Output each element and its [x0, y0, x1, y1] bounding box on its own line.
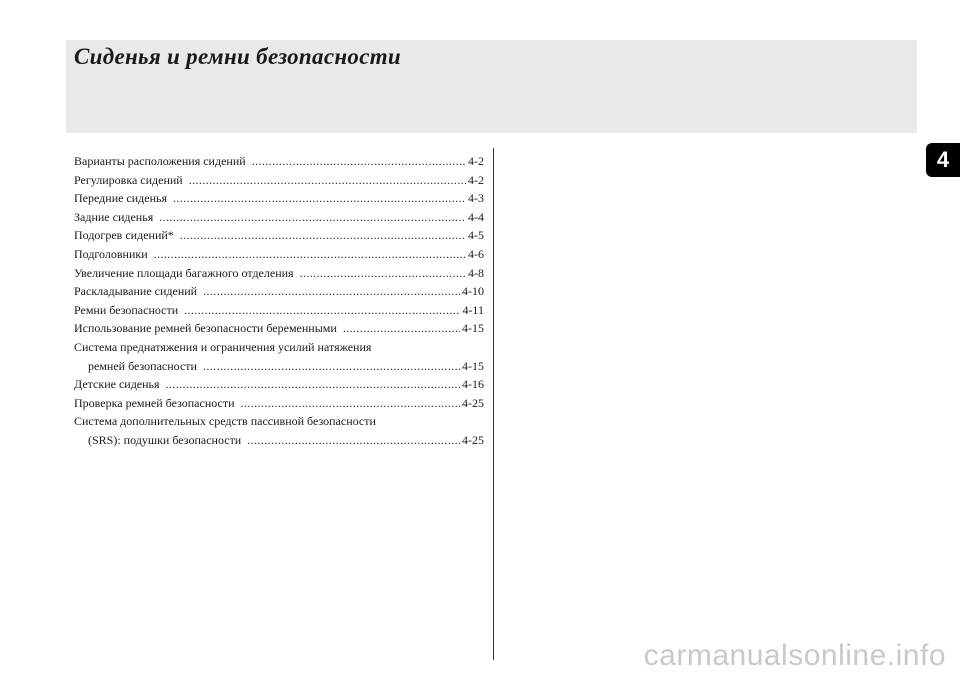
- chapter-header: [66, 40, 917, 133]
- toc-entry: [74, 338, 484, 375]
- toc-entry: [74, 264, 484, 283]
- toc-leader-dots: [203, 282, 460, 301]
- toc-entry-title: Передние сиденья: [74, 191, 168, 206]
- toc-entry-title: Детские сиденья: [74, 377, 160, 392]
- toc-entry-title-first-line: Система преднатяжения и ограничения усилий натяжения: [74, 339, 372, 354]
- toc-page-number: 4-25: [462, 432, 484, 447]
- toc-page-number: 4-6: [468, 246, 484, 261]
- toc-link-seat-layouts[interactable]: [74, 152, 484, 171]
- toc-entry-title: Раскладывание сидений: [74, 284, 198, 299]
- toc-entry: [74, 208, 484, 227]
- toc-page-number: 4-16: [462, 377, 484, 392]
- toc-entry: [74, 301, 484, 320]
- toc-page-number: 4-15: [462, 321, 484, 336]
- toc-page-number: 4-11: [462, 302, 484, 317]
- toc-page-number: 4-2: [468, 172, 484, 187]
- toc-link-rear-seats[interactable]: [74, 208, 484, 227]
- toc-entry: [74, 171, 484, 190]
- toc-link-cargo-area[interactable]: [74, 264, 484, 283]
- toc-page-number: 4-5: [468, 228, 484, 243]
- toc-link-seat-adjustment[interactable]: [74, 171, 484, 190]
- toc-entry: [74, 394, 484, 413]
- toc-leader-dots: [184, 301, 460, 320]
- toc-entry: [74, 189, 484, 208]
- toc-leader-dots: [154, 245, 466, 264]
- toc-link-front-seats[interactable]: [74, 189, 484, 208]
- toc-entry-title: Варианты расположения сидений: [74, 154, 246, 168]
- toc-leader-dots: [173, 189, 466, 208]
- table-of-contents: [74, 152, 484, 450]
- toc-entry: [74, 412, 484, 449]
- toc-leader-dots: [252, 152, 466, 171]
- toc-link-srs-airbags[interactable]: [74, 431, 484, 450]
- toc-entry-title-first-line: Система дополнительных средств пассивной безопасности: [74, 414, 376, 429]
- toc-entry-title: ремней безопасности: [88, 358, 197, 373]
- toc-link-pretensioners[interactable]: [74, 357, 484, 376]
- toc-leader-dots: [203, 357, 460, 376]
- toc-leader-dots: [159, 208, 466, 227]
- toc-entry-title: Ремни безопасности: [74, 302, 179, 317]
- toc-entry-title: Проверка ремней безопасности: [74, 395, 235, 410]
- toc-leader-dots: [343, 319, 460, 338]
- toc-link-child-seats[interactable]: [74, 375, 484, 394]
- toc-link-seat-belts[interactable]: [74, 301, 484, 320]
- toc-page-number: 4-15: [462, 358, 484, 373]
- toc-entry-title: Регулировка сидений: [74, 172, 183, 187]
- toc-entry: [74, 375, 484, 394]
- toc-page-number: 4-10: [462, 284, 484, 299]
- toc-entry-title: Увеличение площади багажного отделения: [74, 265, 294, 280]
- toc-page-number: 4-3: [468, 191, 484, 206]
- toc-entry-title: Подогрев сидений*: [74, 228, 174, 243]
- toc-entry: [74, 152, 484, 171]
- toc-entry-title: Подголовники: [74, 246, 148, 261]
- toc-link-pregnant-women[interactable]: [74, 319, 484, 338]
- toc-page-number: 4-8: [468, 265, 484, 280]
- toc-link-head-restraints[interactable]: [74, 245, 484, 264]
- toc-leader-dots: [300, 264, 466, 283]
- column-divider: [493, 148, 494, 660]
- toc-entry: [74, 226, 484, 245]
- toc-leader-dots: [189, 171, 466, 190]
- chapter-title: Сиденья и ремни безопасности: [74, 44, 401, 69]
- toc-entry-title: Задние сиденья: [74, 209, 154, 224]
- toc-leader-dots: [247, 431, 460, 450]
- toc-entry: [74, 245, 484, 264]
- toc-leader-dots: [166, 375, 460, 394]
- toc-entry: [74, 319, 484, 338]
- toc-entry-title: Использование ремней безопасности беременными: [74, 321, 337, 336]
- toc-link-seat-heaters[interactable]: [74, 226, 484, 245]
- toc-page-number: 4-25: [462, 395, 484, 410]
- toc-entry-title: (SRS): подушки безопасности: [88, 432, 242, 447]
- toc-leader-dots: [180, 226, 466, 245]
- toc-link-folding-seats[interactable]: [74, 282, 484, 301]
- watermark: carmanualsonline.info: [643, 639, 946, 672]
- toc-entry: [74, 282, 484, 301]
- toc-link-belt-inspection[interactable]: [74, 394, 484, 413]
- toc-page-number: 4-4: [468, 209, 484, 224]
- toc-page-number: 4-2: [468, 154, 484, 168]
- chapter-number-tab[interactable]: 4: [926, 143, 960, 177]
- toc-leader-dots: [241, 394, 460, 413]
